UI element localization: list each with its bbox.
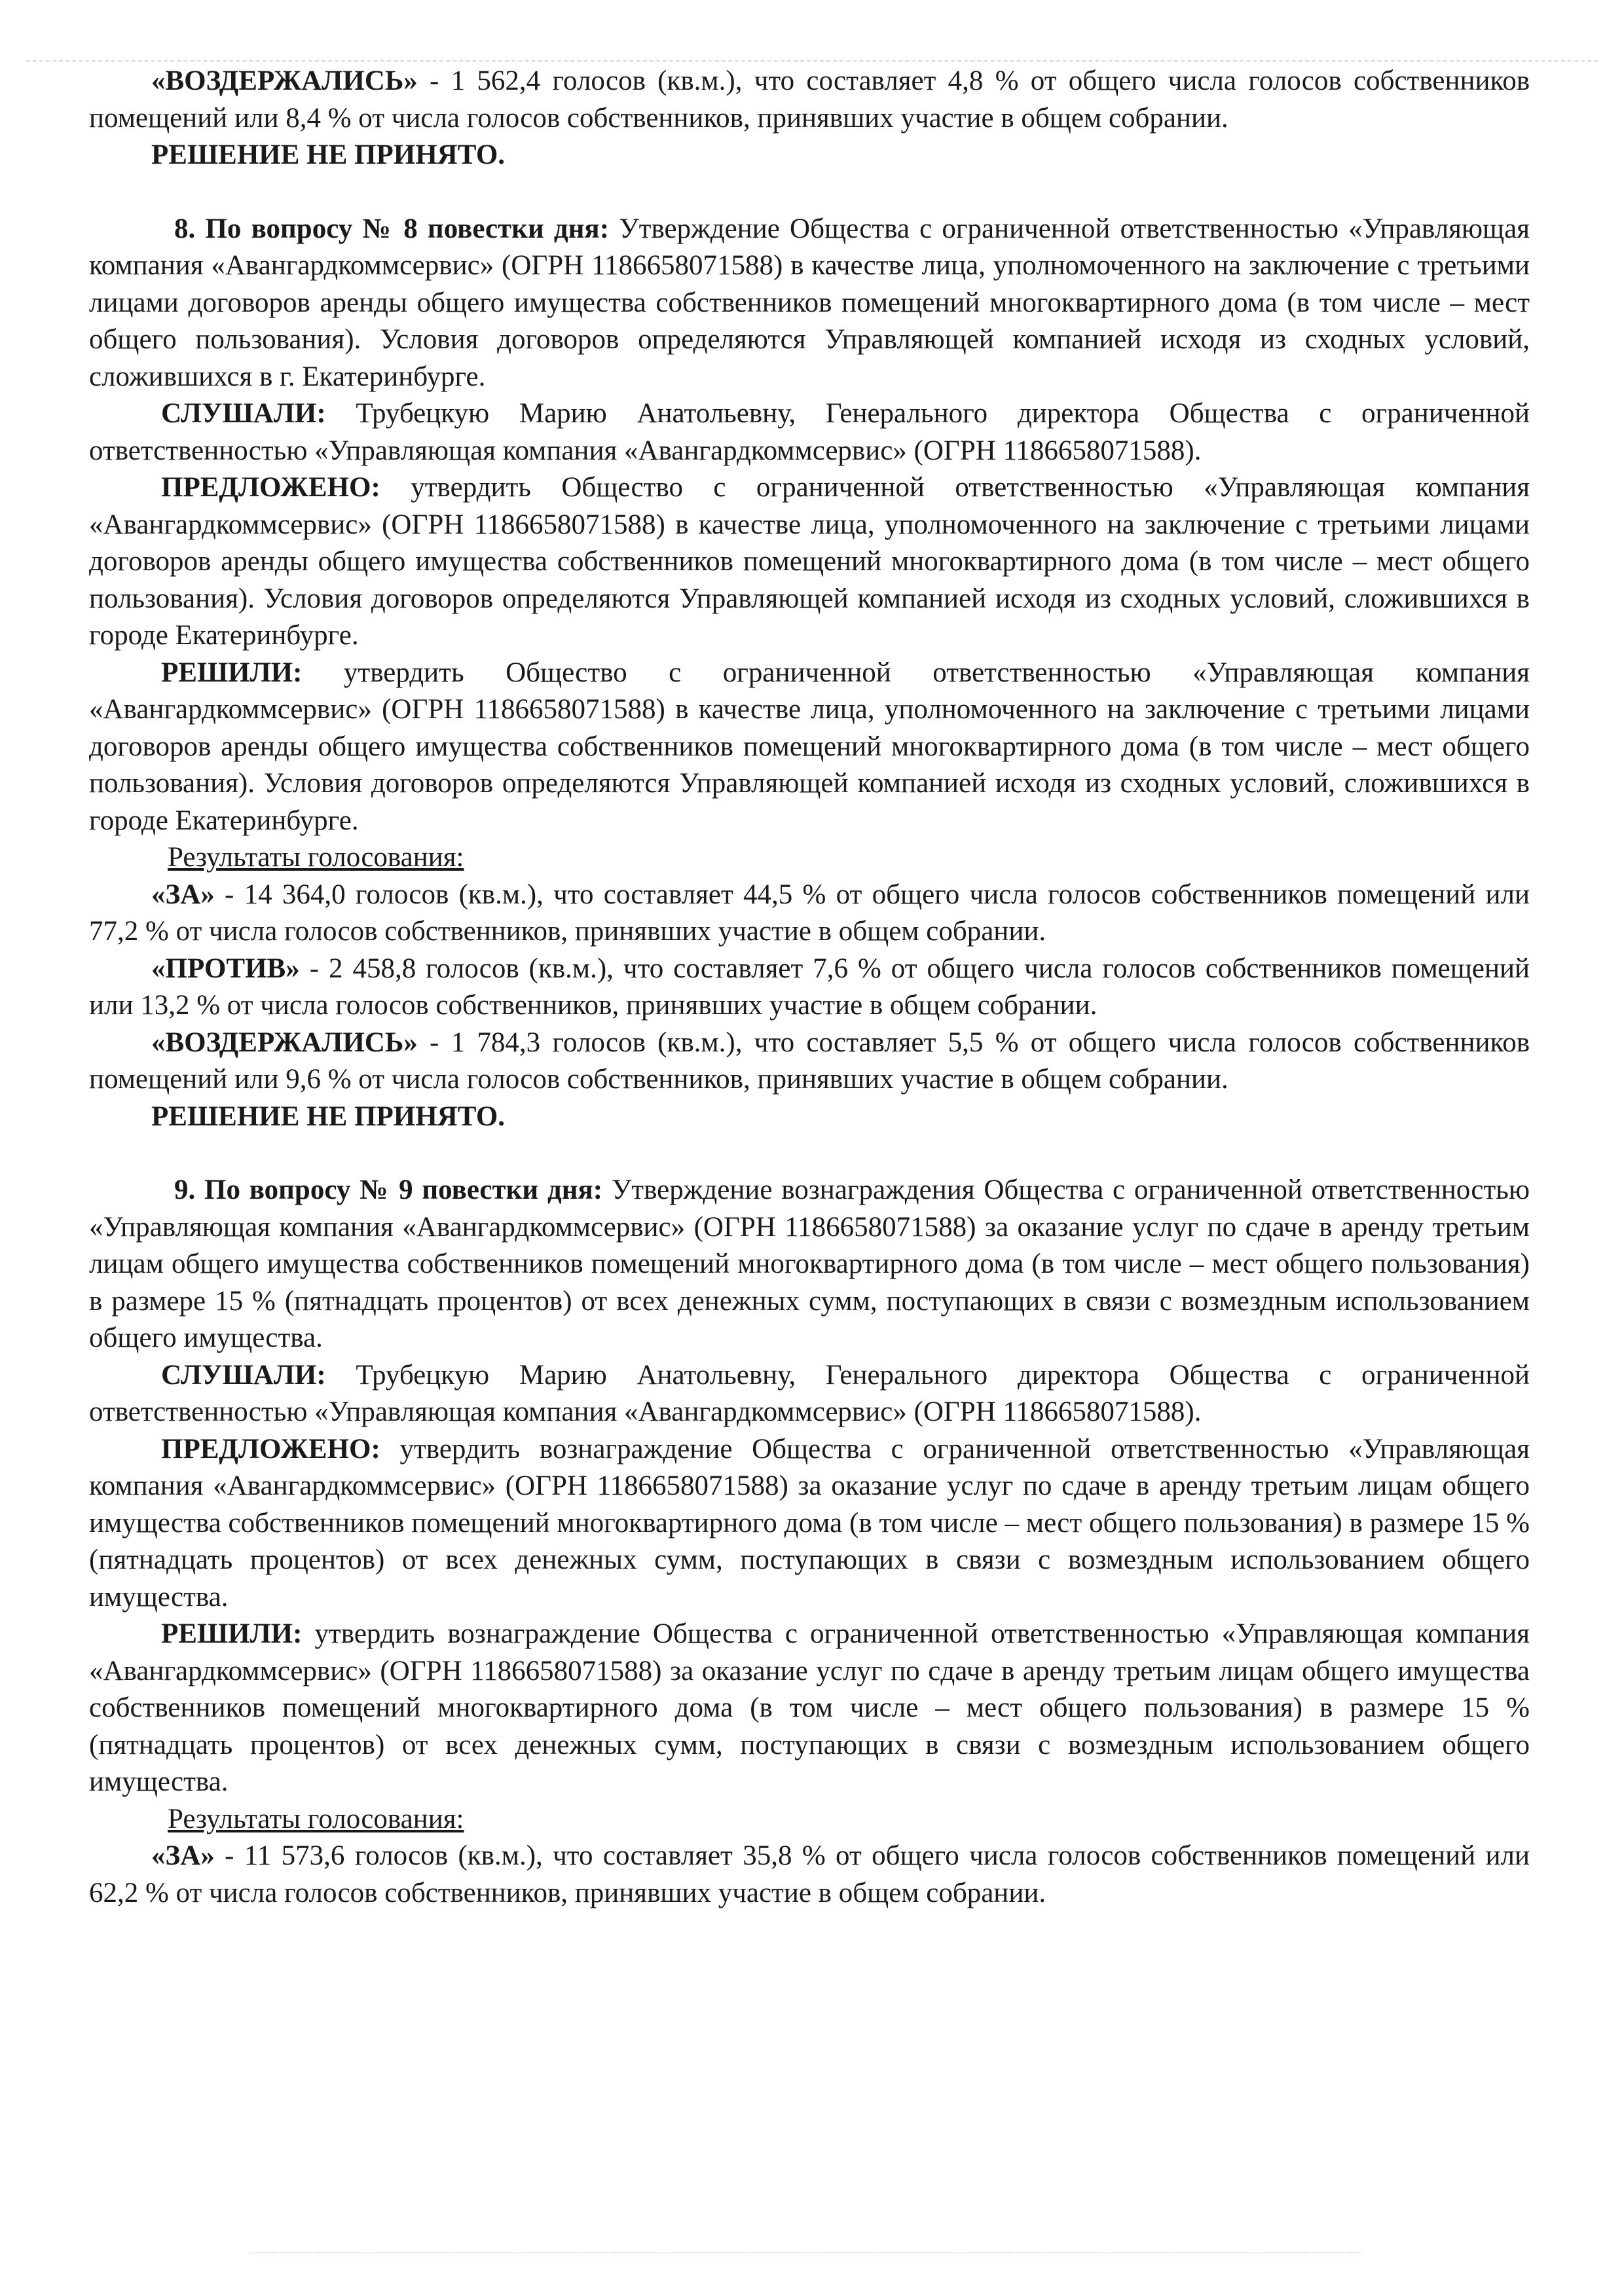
- proposed-label: ПРЕДЛОЖЕНО:: [161, 472, 380, 503]
- resolved-text: утвердить Общество с ограниченной ответственностью «Управляющая компания «Авангардкоммсервис» (ОГРН 1186658071588) в качестве лица, уполномоченного на заключение с третьими лицами договоров аренды общего имущества собственников помещений многоквартирного дома (в том числе – мест общего пользования). Условия договоров определяются Управляющей компанией исходя из сходных условий, сложившихся в городе Екатеринбурге.: [89, 657, 1530, 836]
- section9-agenda-text: Утверждение вознаграждения Общества с ограниченной ответственностью «Управляющая компания «Авангардкоммсервис» (ОГРН 1186658071588) за оказание услуг по сдаче в аренду третьим лицам общего имущества собственников помещений многоквартирного дома (в том числе – мест общего пользования) в размере 15 % (пятнадцать процентов) от всех денежных сумм, поступающих в связи с возмездным использованием общего имущества.: [89, 1175, 1530, 1353]
- abstained-text: - 1 562,4 голосов (кв.м.), что составляет 4,8 % от общего числа голосов собственников помещений или 8,4 % от числа голосов собственников, принявших участие в общем собрании.: [89, 65, 1530, 134]
- section7-decision: РЕШЕНИЕ НЕ ПРИНЯТО.: [151, 139, 506, 170]
- section8-heard: [89, 395, 1530, 469]
- section7-abstained: [89, 63, 1530, 137]
- abstained-text: - 1 784,3 голосов (кв.м.), что составляет 5,5 % от общего числа голосов собственников помещений или 9,6 % от числа голосов собственников, принявших участие в общем собрании.: [89, 1027, 1530, 1095]
- against-text: - 2 458,8 голосов (кв.м.), что составляет 7,6 % от общего числа голосов собственников помещений или 13,2 % от числа голосов собственников, принявших участие в общем собрании.: [89, 953, 1530, 1021]
- section8-against: [89, 951, 1530, 1025]
- section8-decision: РЕШЕНИЕ НЕ ПРИНЯТО.: [151, 1101, 506, 1132]
- section-gap: [89, 174, 1530, 211]
- resolved-label: РЕШИЛИ:: [161, 1618, 303, 1649]
- for-label: «ЗА»: [151, 879, 215, 910]
- resolved-label: РЕШИЛИ:: [161, 657, 303, 688]
- section9-agenda: [89, 1172, 1530, 1357]
- resolved-text: утвердить вознаграждение Общества с ограниченной ответственностью «Управляющая компания «Авангардкоммсервис» (ОГРН 1186658071588) за оказание услуг по сдаче в аренду третьим лицам общего имущества собственников помещений многоквартирного дома (в том числе – мест общего пользования) в размере 15 % (пятнадцать процентов) от всех денежных сумм, поступающих в связи с возмездным использованием общего имущества.: [89, 1618, 1530, 1797]
- section-gap: [89, 1135, 1530, 1172]
- section9-heard: [89, 1357, 1530, 1431]
- section8-heading: 8. По вопросу № 8 повестки дня:: [174, 213, 610, 244]
- section8-for: [89, 877, 1530, 951]
- against-label: «ПРОТИВ»: [151, 953, 300, 984]
- for-label: «ЗА»: [151, 1840, 215, 1871]
- abstained-label: «ВОЗДЕРЖАЛИСЬ»: [151, 1027, 418, 1058]
- for-text: - 14 364,0 голосов (кв.м.), что составляет 44,5 % от общего числа голосов собственников помещений или 77,2 % от числа голосов собственников, принявших участие в общем собрании.: [89, 879, 1530, 947]
- section9-resolved: [89, 1616, 1530, 1801]
- proposed-text: утвердить вознаграждение Общества с ограниченной ответственностью «Управляющая компания «Авангардкоммсервис» (ОГРН 1186658071588) за оказание услуг по сдаче в аренду третьим лицам общего имущества собственников помещений многоквартирного дома (в том числе – мест общего пользования) в размере 15 % (пятнадцать процентов) от всех денежных сумм, поступающих в связи с возмездным использованием общего имущества.: [89, 1433, 1530, 1613]
- section8-proposed: [89, 469, 1530, 655]
- heard-text: Трубецкую Марию Анатольевну, Генерального директора Общества с ограниченной ответственностью «Управляющая компания «Авангардкоммсервис» (ОГРН 1186658071588).: [89, 1359, 1530, 1427]
- proposed-label: ПРЕДЛОЖЕНО:: [161, 1433, 380, 1465]
- abstained-label: «ВОЗДЕРЖАЛИСЬ»: [151, 65, 418, 96]
- scan-artifact-bottom: [249, 2252, 1362, 2255]
- section9-for: [89, 1838, 1530, 1912]
- section8-agenda: [89, 211, 1530, 396]
- section8-resolved: [89, 655, 1530, 840]
- document-body: [89, 63, 1530, 1912]
- section9-proposed: [89, 1431, 1530, 1616]
- section9-heading: 9. По вопросу № 9 повестки дня:: [174, 1175, 603, 1205]
- heard-label: СЛУШАЛИ:: [161, 398, 326, 429]
- section8-results-label: Результаты голосования:: [168, 842, 464, 873]
- section8-agenda-text: Утверждение Общества с ограниченной ответственностью «Управляющая компания «Авангардкоммсервис» (ОГРН 1186658071588) в качестве лица, уполномоченного на заключение с третьими лицами договоров аренды общего имущества собственников помещений многоквартирного дома (в том числе – мест общего пользования). Условия договоров определяются Управляющей компанией исходя из сходных условий, сложившихся в г. Екатеринбурге.: [89, 213, 1530, 392]
- section9-results-label: Результаты голосования:: [168, 1803, 464, 1834]
- section8-abstained: [89, 1025, 1530, 1099]
- heard-label: СЛУШАЛИ:: [161, 1359, 326, 1391]
- heard-text: Трубецкую Марию Анатольевну, Генерального директора Общества с ограниченной ответственностью «Управляющая компания «Авангардкоммсервис» (ОГРН 1186658071588).: [89, 398, 1530, 466]
- proposed-text: утвердить Общество с ограниченной ответственностью «Управляющая компания «Авангардкоммсервис» (ОГРН 1186658071588) в качестве лица, уполномоченного на заключение с третьими лицами договоров аренды общего имущества собственников помещений многоквартирного дома (в том числе – мест общего пользования). Условия договоров определяются Управляющей компанией исходя из сходных условий, сложившихся в городе Екатеринбурге.: [89, 472, 1530, 651]
- for-text: - 11 573,6 голосов (кв.м.), что составляет 35,8 % от общего числа голосов собственников помещений или 62,2 % от числа голосов собственников, принявших участие в общем собрании.: [89, 1840, 1530, 1908]
